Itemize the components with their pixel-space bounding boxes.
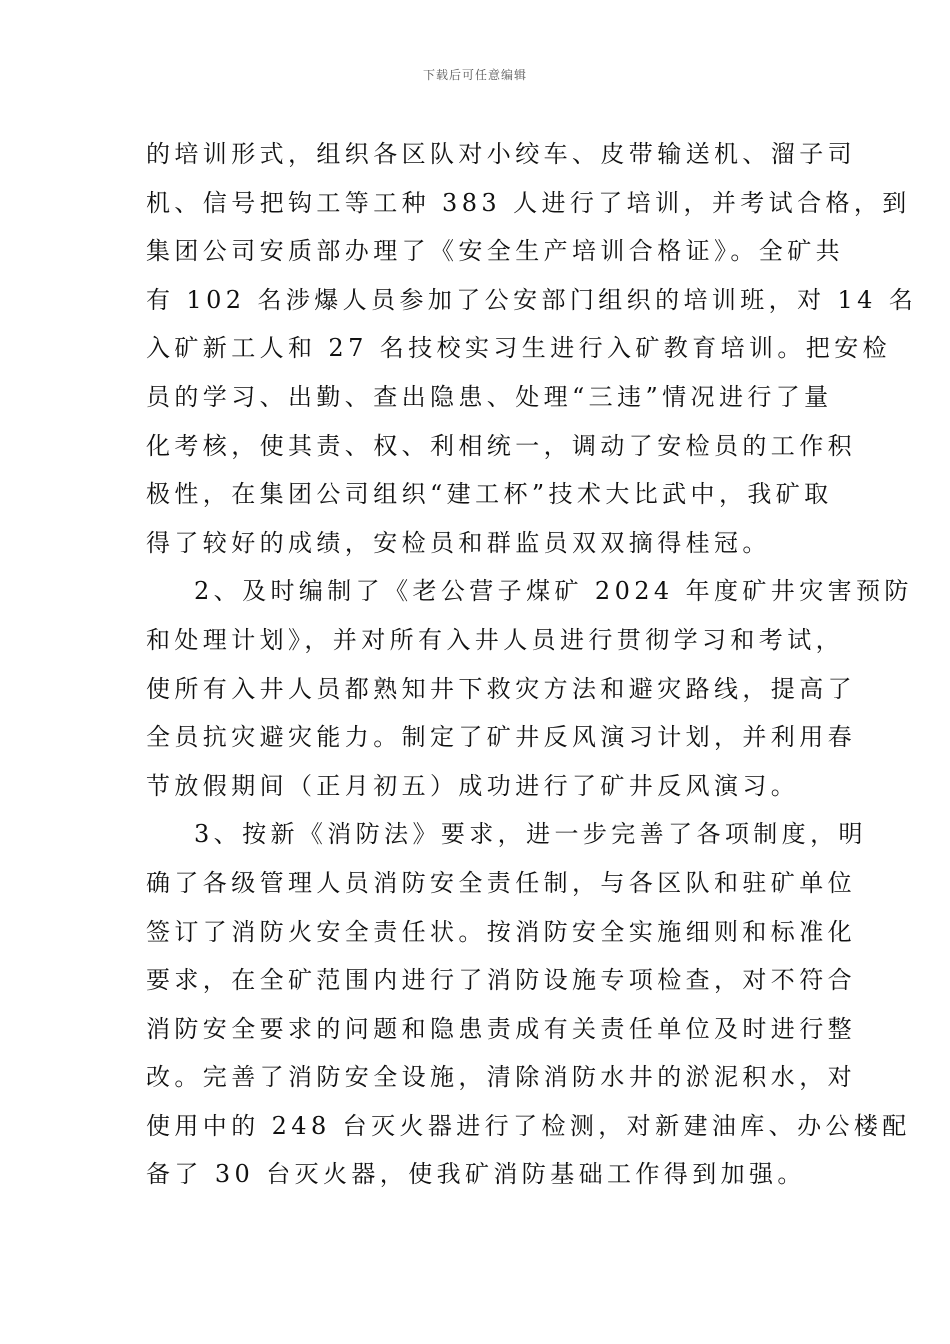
text-line: 员的学习、出勤、查出隐患、处理“三违”情况进行了量 [146,382,833,411]
text-line: 改。完善了消防安全设施，清除消防水井的淤泥积水，对 [146,1063,856,1092]
text-line: 的培训形式，组织各区队对小绞车、皮带输送机、溜子司 [146,140,856,168]
text-line: 集团公司安质部办理了《安全生产培训合格证》。全矿共 [146,237,844,266]
text-line: 3、按新《消防法》要求，进一步完善了各项制度，明 [194,820,867,849]
text-line: 机、信号把钩工等工种 383 人进行了培训，并考试合格，到 [146,188,911,217]
text-line: 要求，在全矿范围内进行了消防设施专项检查，对不符合 [146,966,856,995]
text-line: 入矿新工人和 27 名技校实习生进行入矿教育培训。把安检 [146,334,891,363]
text-line: 节放假期间（正月初五）成功进行了矿井反风演习。 [146,771,800,800]
text-line: 得了较好的成绩，安检员和群监员双双摘得桂冠。 [146,528,771,557]
text-line: 和处理计划》，并对所有入井人员进行贯彻学习和考试， [146,625,844,654]
document-body [146,130,918,1199]
text-line: 确了各级管理人员消防安全责任制，与各区队和驻矿单位 [146,868,856,897]
text-line: 签订了消防火安全责任状。按消防安全实施细则和标准化 [146,917,856,946]
page-header: 下载后可任意编辑 [422,68,527,82]
text-line: 化考核，使其责、权、利相统一，调动了安检员的工作积 [146,431,856,460]
paragraph-disaster-plan [146,567,913,810]
text-line: 备了 30 台灭火器，使我矿消防基础工作得到加强。 [146,1160,806,1189]
text-line: 使所有入井人员都熟知井下救灾方法和避灾路线，提高了 [146,674,856,703]
text-line: 极性，在集团公司组织“建工杯”技术大比武中，我矿取 [146,480,833,509]
text-line: 全员抗灾避灾能力。制定了矿井反风演习计划，并利用春 [146,723,856,752]
paragraph-training [146,130,918,567]
text-line: 2、及时编制了《老公营子煤矿 2024 年度矿井灾害预防 [194,577,913,606]
text-line: 有 102 名涉爆人员参加了公安部门组织的培训班，对 14 名 [146,285,918,314]
paragraph-fire-safety [146,810,911,1199]
text-line: 使用中的 248 台灭火器进行了检测，对新建油库、办公楼配 [146,1111,911,1140]
text-line: 消防安全要求的问题和隐患责成有关责任单位及时进行整 [146,1014,856,1043]
